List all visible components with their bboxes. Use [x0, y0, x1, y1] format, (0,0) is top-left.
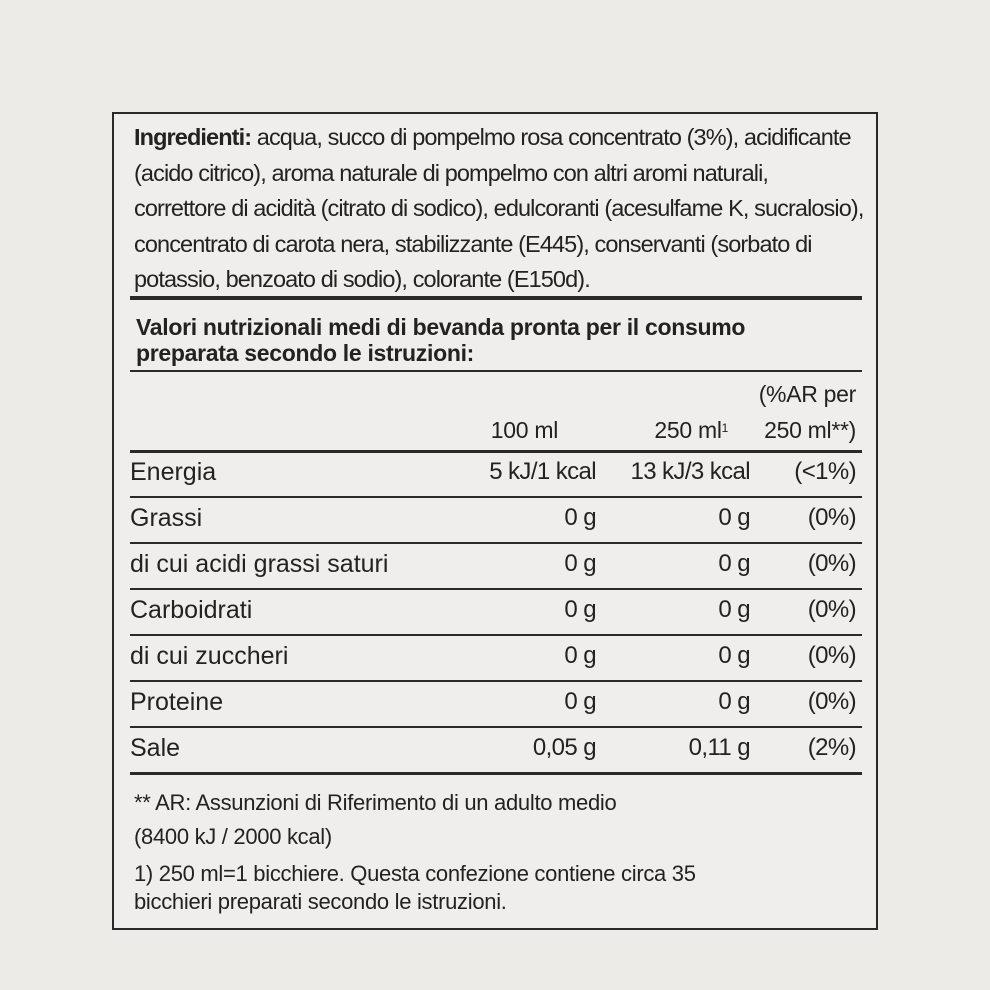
row-name: Grassi	[130, 504, 203, 532]
row-per250: 0 g	[718, 688, 750, 715]
table-row	[130, 682, 862, 726]
row-ar: (0%)	[807, 504, 856, 531]
row-ar: (0%)	[807, 688, 856, 715]
footnote-serving-line2: bicchieri preparati secondo le istruzioni.	[134, 889, 507, 914]
row-name: Carboidrati	[130, 596, 253, 624]
row-per100: 5 kJ/1 kcal	[489, 458, 596, 485]
divider-thick	[130, 296, 862, 300]
row-ar: (0%)	[807, 550, 856, 577]
footnote-serving	[134, 860, 854, 916]
divider-title	[130, 370, 862, 372]
row-per100: 0 g	[564, 504, 596, 531]
ingredients-block	[134, 120, 864, 298]
nutrition-title-line2: preparata secondo le istruzioni:	[136, 340, 475, 366]
table-row	[130, 728, 862, 772]
header-ar	[759, 376, 856, 448]
ingredients-heading: Ingredienti:	[134, 124, 252, 150]
header-100ml: 100 ml	[490, 417, 558, 443]
header-250ml	[654, 412, 728, 448]
row-name: Proteine	[130, 688, 224, 716]
row-ar: (0%)	[807, 596, 856, 623]
table-row	[130, 452, 862, 496]
row-per250: 0 g	[718, 596, 750, 623]
table-row	[130, 590, 862, 634]
nutrition-title	[136, 314, 856, 366]
ingredients-text: acqua, succo di pompelmo rosa concentrato (3%), acidificante (acido citrico), aroma naturale di pompelmo con altri aromi naturali, correttore di acidità (citrato di sodico), edulcoranti (acesulfame K, sucralosio), concentrato di carota nera, stabilizzante (E445), conservanti (sorbato di potassio, benzoato di sodio), colorante (E150d).	[134, 124, 864, 292]
row-per100: 0,05 g	[532, 734, 596, 761]
footnote-serving-line1: 1) 250 ml=1 bicchiere. Questa confezione contiene circa 35	[134, 861, 696, 886]
row-per250: 0,11 g	[688, 734, 750, 761]
row-name: Sale	[130, 734, 181, 762]
table-row	[130, 544, 862, 588]
row-per250: 0 g	[718, 504, 750, 531]
nutrition-label	[112, 112, 878, 930]
row-per100: 0 g	[564, 688, 596, 715]
row-per250: 0 g	[718, 550, 750, 577]
header-250ml-label: 250 ml	[654, 417, 722, 443]
nutrition-title-line1: Valori nutrizionali medi di bevanda pronta per il consumo	[136, 314, 746, 340]
row-ar: (0%)	[807, 642, 856, 669]
divider-table-end	[130, 772, 862, 775]
header-ar-line2: 250 ml**)	[764, 417, 856, 443]
row-per100: 0 g	[564, 642, 596, 669]
row-ar: (<1%)	[794, 458, 856, 485]
table-row	[130, 636, 862, 680]
row-per100: 0 g	[564, 550, 596, 577]
footnote-ar-line2: (8400 kJ / 2000 kcal)	[134, 824, 332, 849]
header-250ml-note: 1	[721, 421, 728, 435]
row-name: di cui acidi grassi saturi	[130, 550, 389, 578]
row-ar: (2%)	[807, 734, 856, 761]
row-name: Energia	[130, 458, 217, 486]
row-per100: 0 g	[564, 596, 596, 623]
row-per250: 13 kJ/3 kcal	[630, 458, 750, 485]
row-name: di cui zuccheri	[130, 642, 289, 670]
footnote-ar-line1: ** AR: Assunzioni di Riferimento di un adulto medio	[134, 790, 617, 815]
row-per250: 0 g	[718, 642, 750, 669]
header-ar-line1: (%AR per	[758, 381, 856, 407]
table-row	[130, 498, 862, 542]
